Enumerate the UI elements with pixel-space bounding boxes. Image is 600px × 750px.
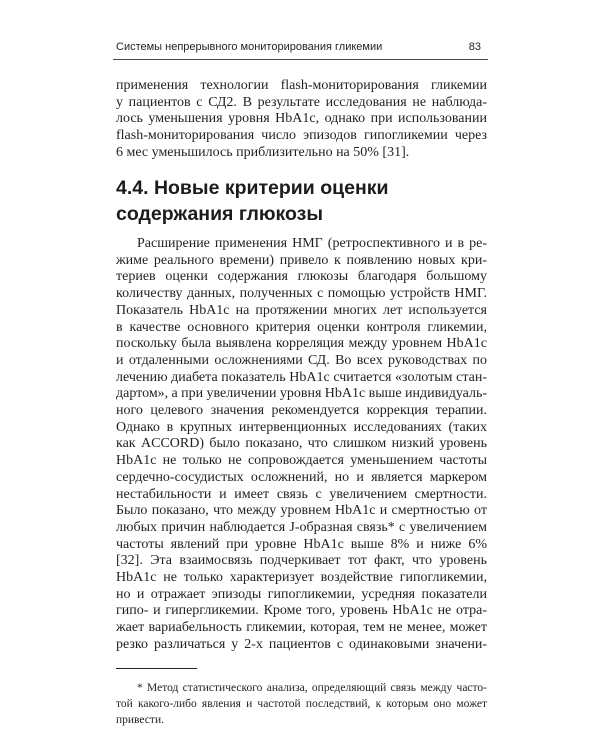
body-text-line: жает вариабельность гликемии, которая, тем не менее, может	[116, 620, 487, 636]
page-number: 83	[468, 41, 481, 53]
body-text-line: как ACCORD) было показано, что слишком низкий уровень	[116, 436, 487, 452]
body-text-line: лось уменьшения уровня HbA1c, однако при использовании	[116, 111, 487, 127]
body-text-line: но и отражает эпизоды гипогликемии, усредняя показатели	[116, 586, 487, 602]
footnote-separator	[116, 668, 197, 669]
body-text-line: 6 мес уменьшилось приблизительно на 50% [31].	[116, 144, 410, 160]
body-paragraph	[116, 236, 487, 654]
body-text-line: любых причин наблюдается J-образная связь* с увеличением	[116, 519, 487, 535]
body-text-line: териев оценки содержания глюкозы благодаря большому	[116, 269, 487, 285]
body-text-line: Показатель HbA1c на протяжении многих лет используется	[116, 302, 487, 318]
footnote-line: * Метод статистического анализа, определяющий связь между часто-	[137, 682, 487, 694]
body-text-line: лечению диабета показатель HbA1c считается «золотым стан-	[116, 369, 487, 385]
body-text-line: нестабильности и имеет связь с увеличением смертности.	[116, 486, 487, 502]
body-text-line: Расширение применения НМГ (ретроспективного и в ре-	[137, 236, 487, 251]
body-text-line: HbA1c не только характеризует воздействие гипогликемии,	[116, 570, 487, 586]
body-text-line: частоты явлений при уровне HbA1c выше 8% и ниже 6%	[116, 536, 487, 552]
body-text-line: жиме реального времени) привело к появлению новых кри-	[116, 252, 487, 268]
running-head-title: Системы непрерывного мониторирования гликемии	[116, 41, 383, 53]
body-text-line: flash-мониторирования число эпизодов гипогликемии через	[116, 128, 487, 144]
body-text-line: HbA1c не только не сопровождается уменьшением частоты	[116, 453, 487, 469]
section-heading-line: содержания глюкозы	[116, 203, 324, 225]
body-text-line: гипо- и гипергликемии. Кроме того, уровень HbA1c не отра-	[116, 603, 487, 619]
section-heading-line: 4.4. Новые критерии оценки	[116, 177, 389, 199]
body-text-line: резко различаться у 2-х пациентов с одинаковыми значени-	[116, 636, 487, 652]
header-rule	[113, 59, 488, 60]
body-text-line: количеству данных, полученных с помощью устройств НМГ.	[116, 286, 487, 302]
body-text-line: Было показано, что между уровнем HbA1c и смертностью от	[116, 503, 487, 519]
footnote-line: той какого-либо явления и частотой последствий, к которым оно может	[116, 698, 487, 710]
body-text-line: дартом», а при увеличении уровня HbA1c выше индивидуаль-	[116, 386, 487, 402]
footnote-line: привести.	[116, 714, 164, 726]
body-text-line: и отдаленными осложнениями СД. Во всех руководствах по	[116, 352, 487, 368]
body-paragraph	[116, 78, 487, 162]
footnote	[116, 680, 487, 728]
body-text-line: сердечно-сосудистых осложнений, но и является маркером	[116, 469, 487, 485]
body-text-line: в качестве основного критерия оценки контроля гликемии,	[116, 319, 487, 335]
body-text-line: Однако в крупных интервенционных исследованиях (таких	[116, 419, 487, 435]
body-text-line: поскольку была выявлена корреляция между уровнем HbA1c	[116, 336, 487, 352]
body-text-line: у пациентов с СД2. В результате исследования не наблюда-	[116, 94, 487, 110]
body-text-line: [32]. Эта взаимосвязь подчеркивает тот факт, что уровень	[116, 553, 487, 569]
body-text-line: применения технологии flash-мониторирования гликемии	[116, 78, 487, 93]
body-text-line: ного целевого значения рекомендуется коррекция терапии.	[116, 403, 487, 419]
section-heading	[116, 175, 388, 227]
